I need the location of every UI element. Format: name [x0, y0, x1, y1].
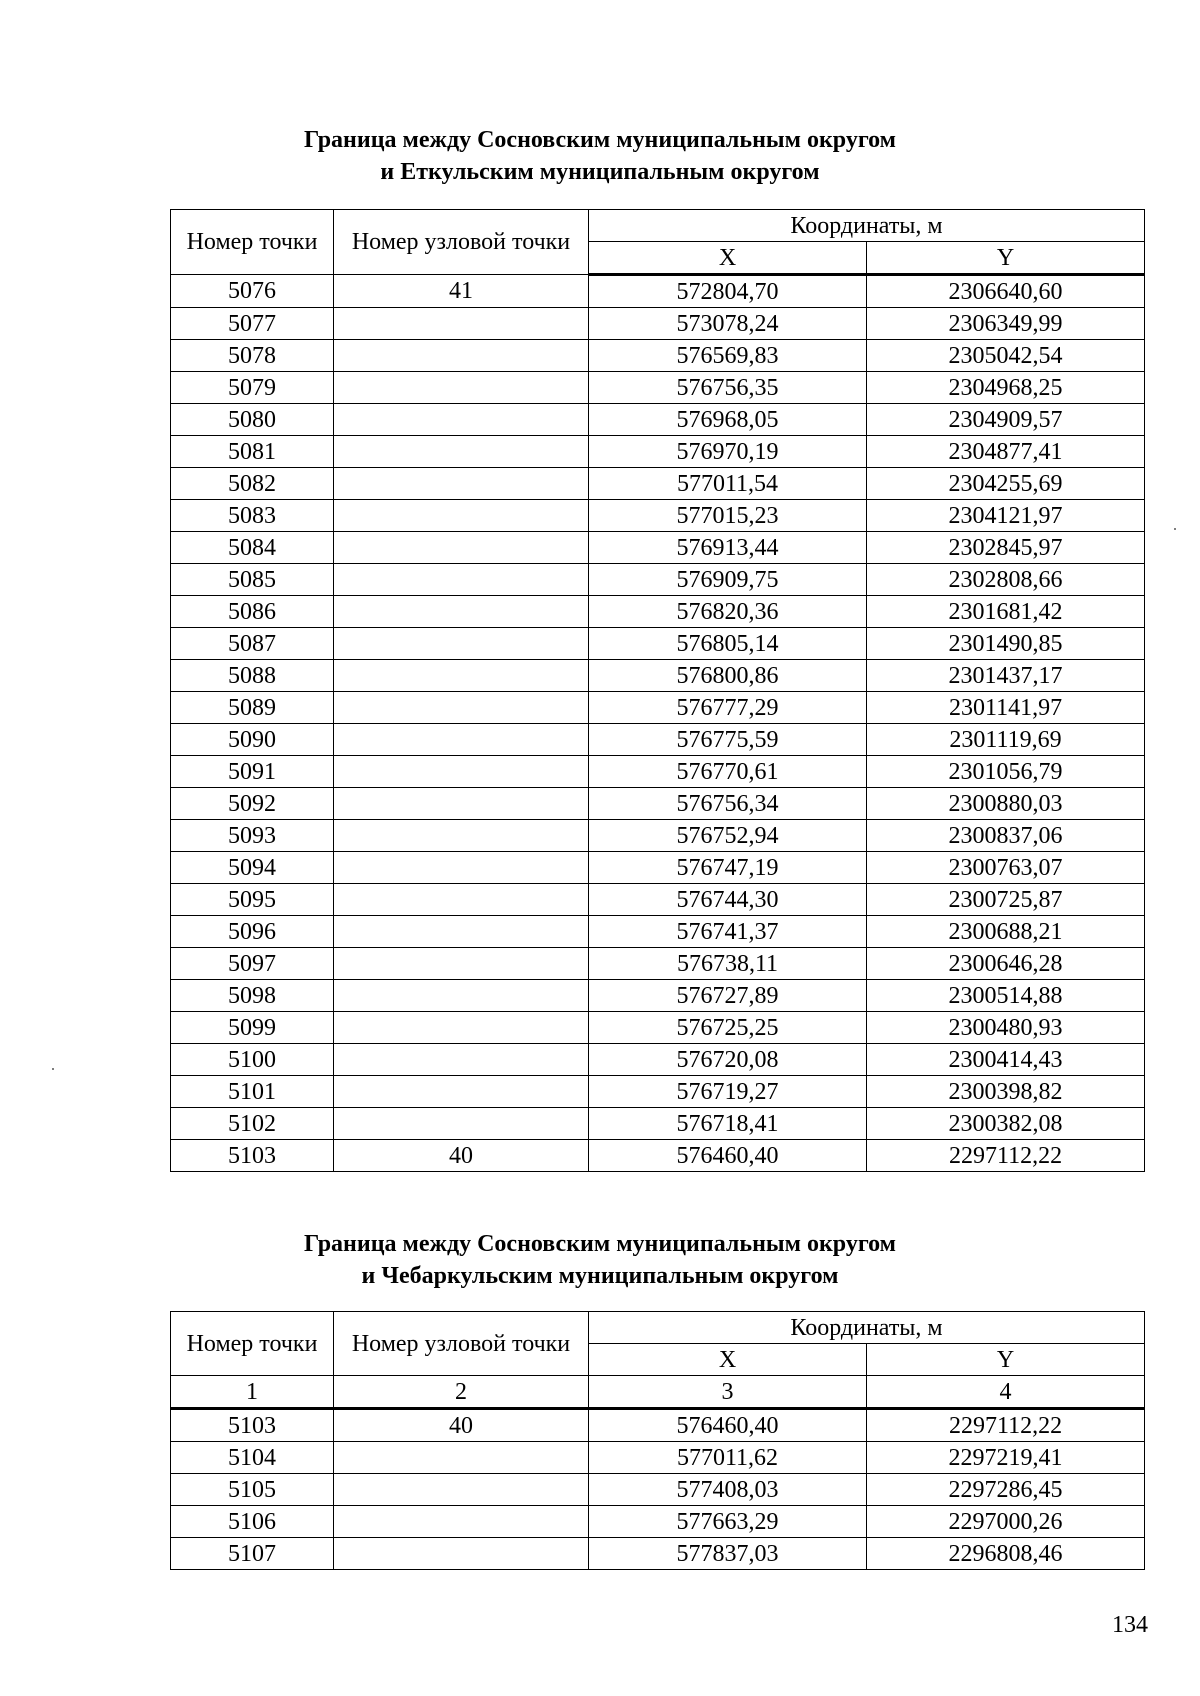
y-coordinate-cell: 2304255,69 — [867, 468, 1145, 500]
x-coordinate-cell: 577011,62 — [589, 1442, 867, 1474]
point-number-cell: 5089 — [171, 692, 334, 724]
x-coordinate-cell: 572804,70 — [589, 275, 867, 308]
x-coordinate-cell: 576720,08 — [589, 1044, 867, 1076]
point-number-cell: 5103 — [171, 1140, 334, 1172]
x-coordinate-cell: 576738,11 — [589, 948, 867, 980]
header-point-number: Номер точки — [171, 210, 334, 275]
node-number-cell — [334, 756, 589, 788]
point-number-cell: 5086 — [171, 596, 334, 628]
point-number-cell: 5105 — [171, 1474, 334, 1506]
y-coordinate-cell: 2300414,43 — [867, 1044, 1145, 1076]
point-number-cell: 5093 — [171, 820, 334, 852]
point-number-cell: 5076 — [171, 275, 334, 308]
y-coordinate-cell: 2296808,46 — [867, 1538, 1145, 1570]
section-title-line-2: и Еткульским муниципальным округом — [380, 159, 820, 185]
x-coordinate-cell: 577663,29 — [589, 1506, 867, 1538]
x-coordinate-cell: 576752,94 — [589, 820, 867, 852]
point-number-cell: 5082 — [171, 468, 334, 500]
node-number-cell — [334, 916, 589, 948]
y-coordinate-cell: 2301119,69 — [867, 724, 1145, 756]
y-coordinate-cell: 2300480,93 — [867, 1012, 1145, 1044]
y-coordinate-cell: 2301490,85 — [867, 628, 1145, 660]
point-number-cell: 5079 — [171, 372, 334, 404]
point-number-cell: 5077 — [171, 308, 334, 340]
x-coordinate-cell: 576460,40 — [589, 1140, 867, 1172]
point-number-cell: 5094 — [171, 852, 334, 884]
x-coordinate-cell: 576460,40 — [589, 1409, 867, 1442]
x-coordinate-cell: 576719,27 — [589, 1076, 867, 1108]
node-number-cell — [334, 884, 589, 916]
header-coordinates: Координаты, м — [589, 1312, 1145, 1344]
table-row — [171, 468, 1145, 500]
table-row — [171, 340, 1145, 372]
y-coordinate-cell: 2302808,66 — [867, 564, 1145, 596]
x-coordinate-cell: 576775,59 — [589, 724, 867, 756]
table-row — [171, 980, 1145, 1012]
y-coordinate-cell: 2300763,07 — [867, 852, 1145, 884]
section-title-line-1: Граница между Сосновским муниципальным округом — [303, 1231, 897, 1257]
page-number: 134 — [1112, 1612, 1148, 1638]
table-row — [171, 756, 1145, 788]
y-coordinate-cell: 2301141,97 — [867, 692, 1145, 724]
header-node-number: Номер узловой точки — [334, 210, 589, 275]
node-number-cell — [334, 564, 589, 596]
node-number-cell — [334, 308, 589, 340]
node-number-cell — [334, 788, 589, 820]
point-number-cell: 5088 — [171, 660, 334, 692]
table-row — [171, 1474, 1145, 1506]
header-col-number: 4 — [867, 1376, 1145, 1409]
node-number-cell — [334, 532, 589, 564]
x-coordinate-cell: 576727,89 — [589, 980, 867, 1012]
node-number-cell — [334, 948, 589, 980]
x-coordinate-cell: 576770,61 — [589, 756, 867, 788]
x-coordinate-cell: 576805,14 — [589, 628, 867, 660]
node-number-cell — [334, 820, 589, 852]
y-coordinate-cell: 2301681,42 — [867, 596, 1145, 628]
node-number-cell — [334, 1538, 589, 1570]
table-row — [171, 1506, 1145, 1538]
point-number-cell: 5084 — [171, 532, 334, 564]
y-coordinate-cell: 2297219,41 — [867, 1442, 1145, 1474]
node-number-cell — [334, 1442, 589, 1474]
table-row — [171, 628, 1145, 660]
table-row — [171, 532, 1145, 564]
header-y: Y — [867, 1344, 1145, 1376]
header-node-number: Номер узловой точки — [334, 1312, 589, 1376]
table-row — [171, 275, 1145, 308]
point-number-cell: 5083 — [171, 500, 334, 532]
y-coordinate-cell: 2300837,06 — [867, 820, 1145, 852]
x-coordinate-cell: 576744,30 — [589, 884, 867, 916]
point-number-cell: 5097 — [171, 948, 334, 980]
point-number-cell: 5085 — [171, 564, 334, 596]
table-row — [171, 660, 1145, 692]
table-row — [171, 852, 1145, 884]
node-number-cell — [334, 660, 589, 692]
x-coordinate-cell: 576756,35 — [589, 372, 867, 404]
point-number-cell: 5095 — [171, 884, 334, 916]
header-y: Y — [867, 242, 1145, 275]
table-row — [171, 1442, 1145, 1474]
x-coordinate-cell: 577408,03 — [589, 1474, 867, 1506]
x-coordinate-cell: 576725,25 — [589, 1012, 867, 1044]
node-number-cell: 40 — [334, 1409, 589, 1442]
node-number-cell — [334, 1474, 589, 1506]
table-row — [171, 1108, 1145, 1140]
node-number-cell — [334, 1012, 589, 1044]
point-number-cell: 5096 — [171, 916, 334, 948]
node-number-cell — [334, 628, 589, 660]
point-number-cell: 5091 — [171, 756, 334, 788]
node-number-cell — [334, 340, 589, 372]
point-number-cell: 5101 — [171, 1076, 334, 1108]
header-x: X — [589, 242, 867, 275]
table-row — [171, 1076, 1145, 1108]
section-title-etkul — [0, 124, 1200, 188]
y-coordinate-cell: 2300398,82 — [867, 1076, 1145, 1108]
node-number-cell — [334, 468, 589, 500]
table-row — [171, 948, 1145, 980]
node-number-cell — [334, 692, 589, 724]
coordinates-table-etkul — [170, 209, 1145, 1172]
point-number-cell: 5098 — [171, 980, 334, 1012]
x-coordinate-cell: 576741,37 — [589, 916, 867, 948]
point-number-cell: 5081 — [171, 436, 334, 468]
x-coordinate-cell: 577015,23 — [589, 500, 867, 532]
x-coordinate-cell: 576747,19 — [589, 852, 867, 884]
node-number-cell — [334, 372, 589, 404]
header-col-number: 2 — [334, 1376, 589, 1409]
table-row — [171, 1538, 1145, 1570]
node-number-cell — [334, 852, 589, 884]
y-coordinate-cell: 2301437,17 — [867, 660, 1145, 692]
point-number-cell: 5104 — [171, 1442, 334, 1474]
header-col-number: 3 — [589, 1376, 867, 1409]
node-number-cell — [334, 980, 589, 1012]
point-number-cell: 5090 — [171, 724, 334, 756]
coordinates-table-chebarkul — [170, 1311, 1145, 1570]
y-coordinate-cell: 2304877,41 — [867, 436, 1145, 468]
y-coordinate-cell: 2302845,97 — [867, 532, 1145, 564]
y-coordinate-cell: 2300688,21 — [867, 916, 1145, 948]
table-row — [171, 308, 1145, 340]
section-title-chebarkul — [0, 1228, 1200, 1292]
table-row — [171, 596, 1145, 628]
node-number-cell — [334, 596, 589, 628]
table-row — [171, 884, 1145, 916]
y-coordinate-cell: 2304968,25 — [867, 372, 1145, 404]
x-coordinate-cell: 576970,19 — [589, 436, 867, 468]
y-coordinate-cell: 2304909,57 — [867, 404, 1145, 436]
y-coordinate-cell: 2300382,08 — [867, 1108, 1145, 1140]
table-row — [171, 692, 1145, 724]
section-title-line-1: Граница между Сосновским муниципальным округом — [303, 127, 897, 153]
table-row — [171, 1012, 1145, 1044]
header-coordinates: Координаты, м — [589, 210, 1145, 242]
x-coordinate-cell: 576968,05 — [589, 404, 867, 436]
x-coordinate-cell: 577011,54 — [589, 468, 867, 500]
x-coordinate-cell: 576913,44 — [589, 532, 867, 564]
y-coordinate-cell: 2300880,03 — [867, 788, 1145, 820]
point-number-cell: 5099 — [171, 1012, 334, 1044]
x-coordinate-cell: 577837,03 — [589, 1538, 867, 1570]
y-coordinate-cell: 2297112,22 — [867, 1140, 1145, 1172]
y-coordinate-cell: 2306640,60 — [867, 275, 1145, 308]
node-number-cell — [334, 1076, 589, 1108]
y-coordinate-cell: 2297286,45 — [867, 1474, 1145, 1506]
point-number-cell: 5107 — [171, 1538, 334, 1570]
y-coordinate-cell: 2300514,88 — [867, 980, 1145, 1012]
point-number-cell: 5080 — [171, 404, 334, 436]
node-number-cell — [334, 1108, 589, 1140]
x-coordinate-cell: 576777,29 — [589, 692, 867, 724]
point-number-cell: 5102 — [171, 1108, 334, 1140]
x-coordinate-cell: 576800,86 — [589, 660, 867, 692]
point-number-cell: 5092 — [171, 788, 334, 820]
x-coordinate-cell: 576569,83 — [589, 340, 867, 372]
section-title-line-2: и Чебаркульским муниципальным округом — [361, 1263, 839, 1289]
y-coordinate-cell: 2305042,54 — [867, 340, 1145, 372]
point-number-cell: 5106 — [171, 1506, 334, 1538]
table-row — [171, 372, 1145, 404]
point-number-cell: 5100 — [171, 1044, 334, 1076]
y-coordinate-cell: 2300725,87 — [867, 884, 1145, 916]
table-row — [171, 436, 1145, 468]
scan-speck — [52, 1068, 54, 1070]
y-coordinate-cell: 2300646,28 — [867, 948, 1145, 980]
x-coordinate-cell: 576909,75 — [589, 564, 867, 596]
node-number-cell — [334, 1044, 589, 1076]
node-number-cell — [334, 724, 589, 756]
y-coordinate-cell: 2297000,26 — [867, 1506, 1145, 1538]
x-coordinate-cell: 576756,34 — [589, 788, 867, 820]
table-row — [171, 500, 1145, 532]
y-coordinate-cell: 2304121,97 — [867, 500, 1145, 532]
header-col-number: 1 — [171, 1376, 334, 1409]
x-coordinate-cell: 576718,41 — [589, 1108, 867, 1140]
header-x: X — [589, 1344, 867, 1376]
table-row — [171, 820, 1145, 852]
table-row — [171, 1044, 1145, 1076]
scan-speck — [1174, 528, 1176, 530]
node-number-cell: 40 — [334, 1140, 589, 1172]
x-coordinate-cell: 573078,24 — [589, 308, 867, 340]
x-coordinate-cell: 576820,36 — [589, 596, 867, 628]
table-row — [171, 788, 1145, 820]
point-number-cell: 5103 — [171, 1409, 334, 1442]
point-number-cell: 5078 — [171, 340, 334, 372]
node-number-cell — [334, 1506, 589, 1538]
table-row — [171, 724, 1145, 756]
node-number-cell: 41 — [334, 275, 589, 308]
y-coordinate-cell: 2297112,22 — [867, 1409, 1145, 1442]
table-row — [171, 404, 1145, 436]
table-row — [171, 916, 1145, 948]
y-coordinate-cell: 2306349,99 — [867, 308, 1145, 340]
y-coordinate-cell: 2301056,79 — [867, 756, 1145, 788]
node-number-cell — [334, 404, 589, 436]
table-row — [171, 564, 1145, 596]
header-point-number: Номер точки — [171, 1312, 334, 1376]
node-number-cell — [334, 436, 589, 468]
table-row — [171, 1140, 1145, 1172]
node-number-cell — [334, 500, 589, 532]
point-number-cell: 5087 — [171, 628, 334, 660]
table-row — [171, 1409, 1145, 1442]
